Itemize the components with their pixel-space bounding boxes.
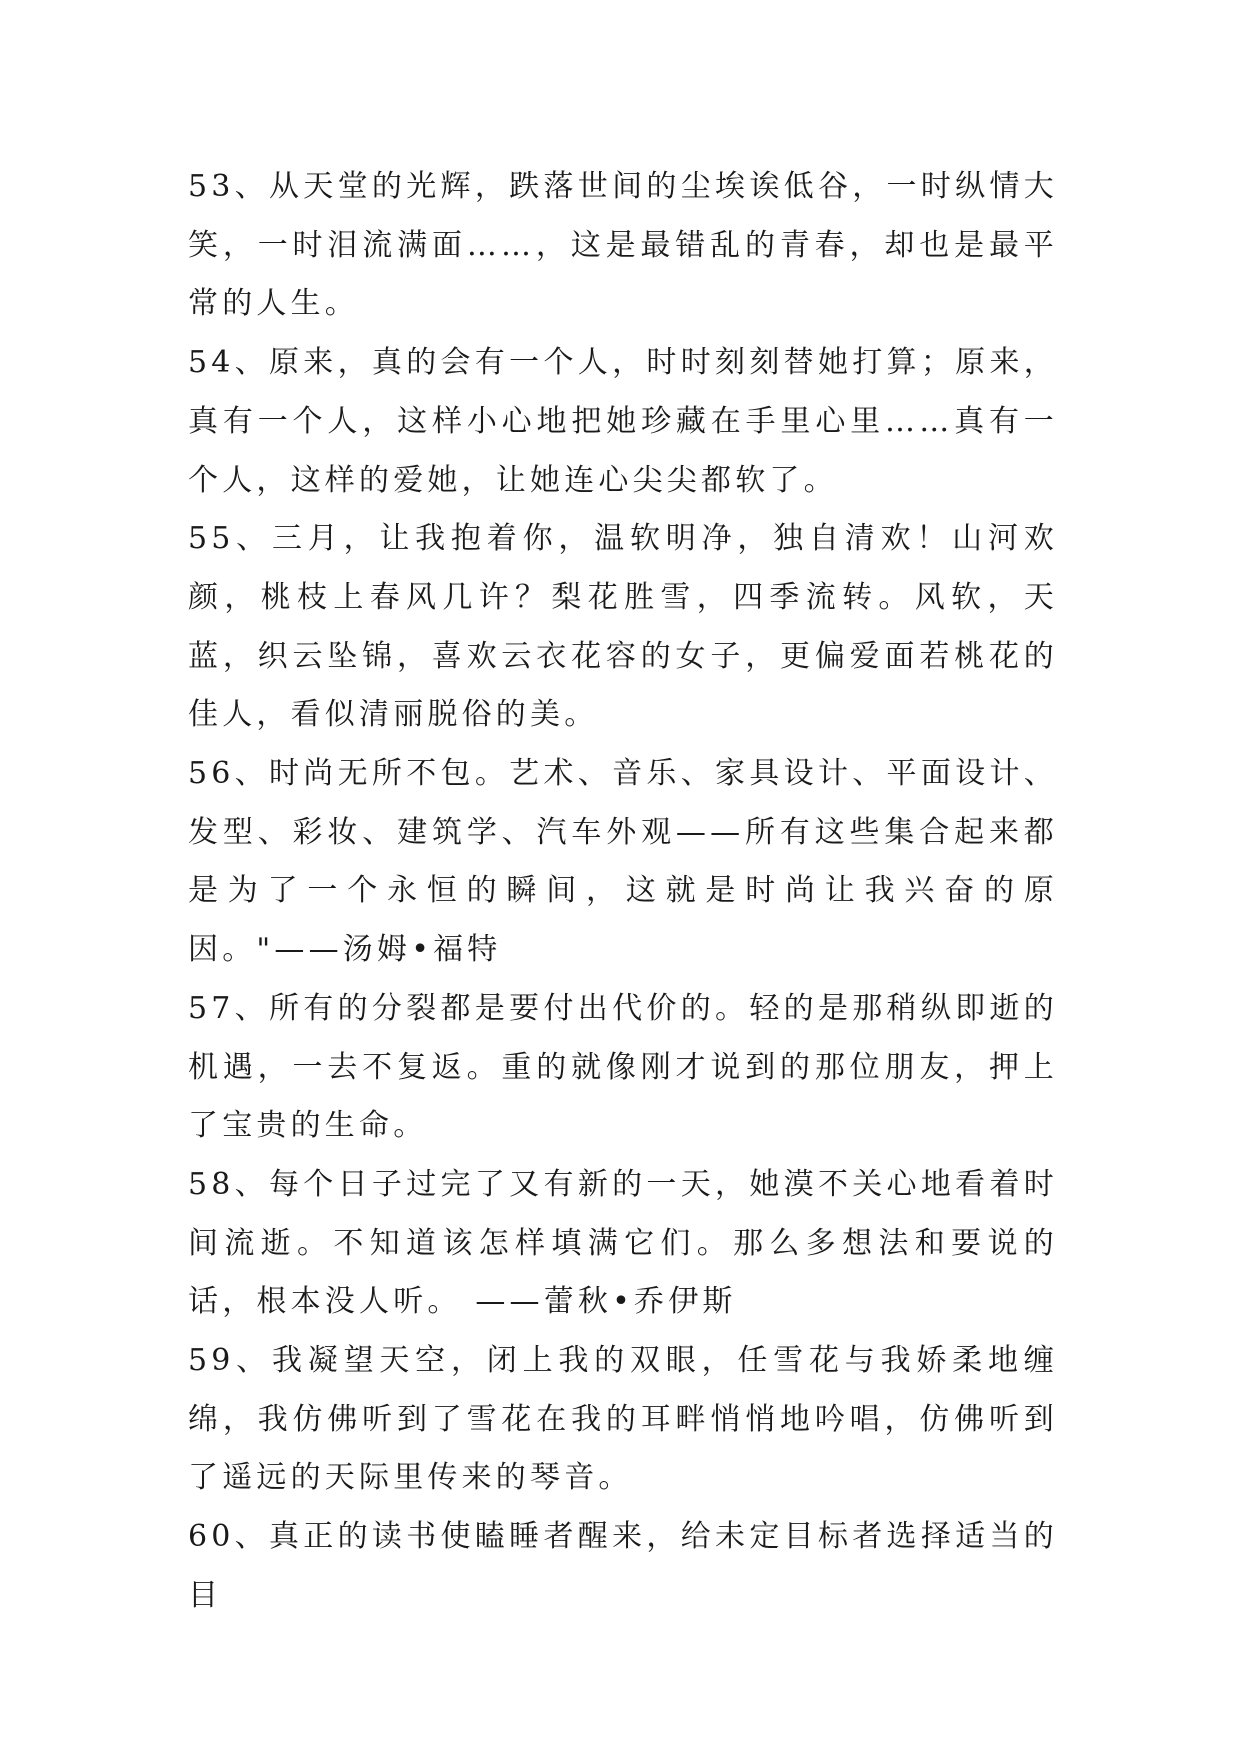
entry-54: 54、原来，真的会有一个人，时时刻刻替她打算；原来，真有一个人，这样小心地把她珍藏在手里心里……真有一个人，这样的爱她，让她连心尖尖都软了。 xyxy=(188,345,1058,498)
document-body xyxy=(188,158,1058,1626)
entry-60: 60、真正的读书使瞌睡者醒来，给未定目标者选择适当的目 xyxy=(188,1519,1058,1613)
entry-58: 58、每个日子过完了又有新的一天，她漠不关心地看着时间流逝。不知道该怎样填满它们。那么多想法和要说的话，根本没人听。 ——蕾秋•乔伊斯 xyxy=(188,1166,1058,1320)
entry-56: 56、时尚无所不包。艺术、音乐、家具设计、平面设计、发型、彩妆、建筑学、汽车外观——所有这些集合起来都是为了一个永恒的瞬间，这就是时尚让我兴奋的原因。"——汤姆•福特 xyxy=(188,756,1058,968)
entry-59: 59、我凝望天空，闭上我的双眼，任雪花与我娇柔地缠绵，我仿佛听到了雪花在我的耳畔悄悄地吟唱，仿佛听到了遥远的天际里传来的琴音。 xyxy=(188,1343,1058,1496)
entry-55: 55、三月，让我抱着你，温软明净，独自清欢！山河欢颜，桃枝上春风几许？梨花胜雪，四季流转。风软，天蓝，织云坠锦，喜欢云衣花容的女子，更偏爱面若桃花的佳人，看似清丽脱俗的美。 xyxy=(188,521,1058,733)
entry-57: 57、所有的分裂都是要付出代价的。轻的是那稍纵即逝的机遇，一去不复返。重的就像刚才说到的那位朋友，押上了宝贵的生命。 xyxy=(188,990,1058,1144)
entry-53: 53、从天堂的光辉，跌落世间的尘埃诶低谷，一时纵情大笑，一时泪流满面……，这是最错乱的青春，却也是最平常的人生。 xyxy=(188,169,1058,322)
